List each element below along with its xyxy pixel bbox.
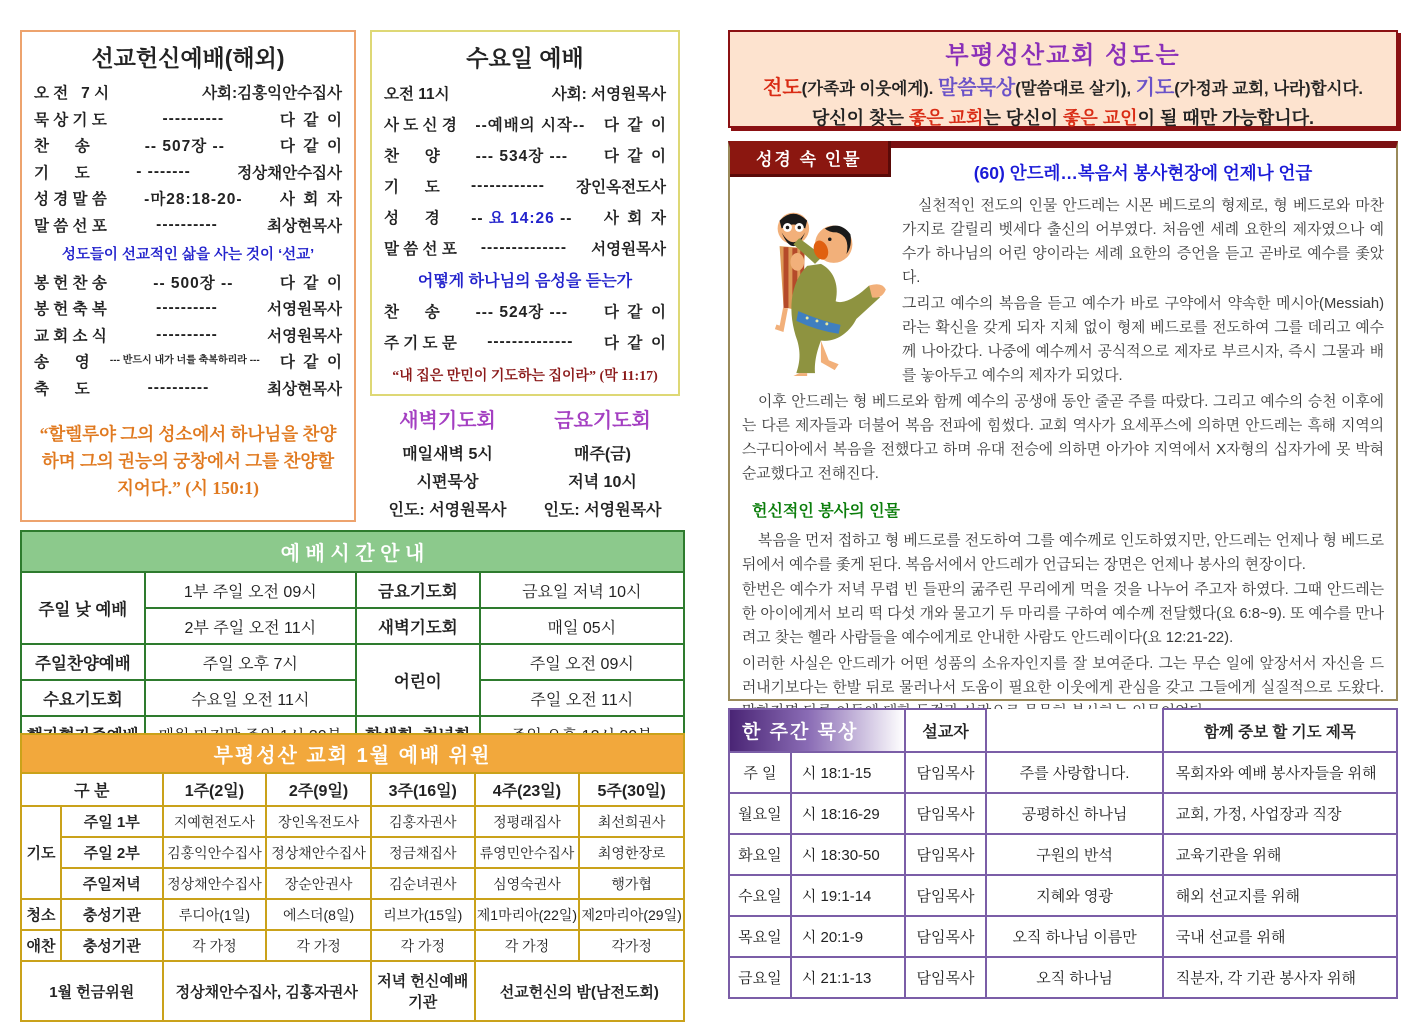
paragraph: 이후 안드레는 형 베드로와 함께 예수의 공생애 동안 줄곧 주를 따랐다. 그리고 예수의 승천 이후에는 다른 제자들과 더불어 복음 전파에 힘썼다. 교회 역사가 요세푸스에 의하면 안드레는 흑해 지역의 스구디아에서 복음을 전했다고 하며 유대 전승에 의하면 아가야 지역에서 X자형의 십자가에 못 박혀 순교했다고 전해진다. xyxy=(742,393,1384,482)
order-of-worship-row: 기 도 ------------ 장인옥전도사 xyxy=(384,177,666,196)
table-row: 주일찬양예배 주일 오후 7시 어린이 주일 오전 09시 xyxy=(21,644,684,680)
church-motto-banner xyxy=(728,30,1398,128)
mission-service-panel xyxy=(20,30,356,522)
table-row: 애찬 충성기관 각 가정 각 가정 각 가정 각 가정 각가정 xyxy=(21,930,684,961)
order-of-worship-row: 찬 송 -- 507장 -- 다 같 이 xyxy=(34,138,342,155)
committee-title: 부평성산 교회 1월 예배 위원 xyxy=(21,734,684,773)
order-of-worship-row: 교 회 소 식 ---------- 서영원목사 xyxy=(34,325,342,345)
banner-motto-line: 전도(가족과 이웃에게). 말씀묵상(말씀대로 살기), 기도(가정과 교회, 나라)합시다. xyxy=(763,77,1363,99)
friday-prayer-title: 금요기도회 xyxy=(554,410,651,432)
table-row: 주일 낮 예배 1부 주일 오전 09시 금요기도회 금요일 저녁 10시 xyxy=(21,572,684,608)
table-header-row xyxy=(729,709,1397,752)
sermon-title: 어떻게 하나님의 음성을 듣는가 xyxy=(417,273,633,290)
bible-figure-label: 성경 속 인물 xyxy=(730,141,891,177)
order-of-worship-row: 성 경 말 씀 -마28:18-20- 사 회 자 xyxy=(34,191,342,208)
service-times-table xyxy=(20,530,685,753)
weekly-meditation-table xyxy=(728,708,1398,999)
worship-committee-table xyxy=(20,733,685,1022)
order-of-worship-row: 찬 송 --- 524장 --- 다 같 이 xyxy=(384,304,666,321)
mission-note: 성도들이 선교적인 삶을 사는 것이 ‘선교’ xyxy=(61,246,315,263)
paragraph: 복음을 먼저 접하고 형 베드로를 전도하여 그를 예수께로 인도하였지만, 안드레는 언제나 형 베드로 뒤에서 예수를 좇게 된다. 복음서에서 안드레가 언급되는 장면은 언제나 봉사의 현장이다. xyxy=(742,532,1384,573)
prayer-meetings xyxy=(370,404,680,525)
article-title: (60) 안드레…복음서 봉사현장에 언제나 언급 xyxy=(973,163,1313,183)
order-of-worship-row: 묵 상 기 도 ---------- 다 같 이 xyxy=(34,109,342,129)
order-of-worship-row xyxy=(34,81,342,103)
table-row: 2부 주일 오전 11시 새벽기도회 매일 05시 xyxy=(21,608,684,644)
table-header-row: 구 분 1주(2일) 2주(9일) 3주(16일) 4주(23일) 5주(30일) xyxy=(21,773,684,806)
table-row: 목요일 시 20:1-9 담임목사 오직 하나님 이름만 국내 선교를 위해 xyxy=(729,916,1397,957)
andrew-carrying-illustration xyxy=(742,195,890,377)
mission-service-title: 선교헌신예배(해외) xyxy=(91,45,285,71)
order-of-worship-row: 사 도 신 경 --예배의 시작-- 다 같 이 xyxy=(384,117,666,134)
meditation-title: 한 주간 묵상 xyxy=(729,709,905,752)
dawn-prayer-meeting: 새벽기도회 매일새벽 5시 시편묵상 인도: 서영원목사 xyxy=(370,404,525,525)
row-label: 오 전 7 시 xyxy=(34,85,110,102)
bible-figure-section xyxy=(728,141,1398,701)
friday-prayer-meeting: 금요기도회 매주(금) 저녁 10시 인도: 서영원목사 xyxy=(525,404,680,525)
paragraph: 이러한 사실은 안드레가 어떤 성품의 소유자인지를 잘 보여준다. 그는 무슨 일에 앞장서서 자신을 드러내기보다는 한발 뒤로 물러나서 도움이 필요한 이웃에게 관심을 갖고 그들에게 실질적으로 도왔다. xyxy=(742,656,1384,697)
order-of-worship-row: 축 도 ---------- 최상현목사 xyxy=(34,378,342,398)
order-of-worship-row: 봉 헌 축 복 ---------- 서영원목사 xyxy=(34,299,342,318)
banner-title: 부평성산교회 성도는 xyxy=(945,42,1181,69)
paragraph: 그리고 예수의 복음을 듣고 예수가 바로 구약에서 약속한 메시아(Messiah)라는 확신을 갖게 되자 지체 없이 형제 베드로를 전도하여 그를 데리고 예수께 나아갔다. 나중에 예수께서 공식적으로 제자로 부르시자, 즉시 그물과 배를 놓아두고 예수의 제자가 되었다. xyxy=(902,295,1384,384)
prayer-header: 함께 중보 할 기도 제목 xyxy=(1163,709,1397,752)
empty-header-cell xyxy=(986,709,1162,752)
table-row: 주일 2부 김홍익안수집사 정상채안수집사 정금채집사 류영민안수집사 최영한장로 xyxy=(21,837,684,868)
order-of-worship-row: 봉 헌 찬 송 -- 500장 -- 다 같 이 xyxy=(34,274,342,292)
row-value: 사회:김홍익안수집사 xyxy=(202,85,342,102)
order-of-worship-row: 송 영 --- 반드시 내가 너를 축복하리라 --- 다 같 이 xyxy=(34,354,342,371)
wednesday-service-title: 수요일 예배 xyxy=(466,45,584,71)
article-subheading: 헌신적인 봉사의 인물 xyxy=(752,502,900,520)
article-body xyxy=(742,195,1384,725)
paragraph: 한번은 예수가 저녁 무렵 빈 들판의 굶주린 무리에게 먹을 것을 나누어 주고자 하였다. 그때 안드레는 한 아이에게서 보리 떡 다섯 개와 물고기 두 마리를 구하여 예수께 전달했다(요 6:8~9). 또 예수를 만나려고 찾는 헬라 사람들을 예수에게로 안내한 사람도 안드레이다(요 12:21-22). xyxy=(742,582,1384,647)
psalm-quote: “할렐루야 그의 성소에서 하나님을 찬양하며 그의 권능의 궁창에서 그를 찬양할지어다.” (시 150:1) xyxy=(39,423,337,498)
table-row: 월요일 시 18:16-29 담임목사 공평하신 하나님 교회, 가정, 사업장과 직장 xyxy=(729,793,1397,834)
order-of-worship-row: 오전 11시 사회: 서영원목사 xyxy=(384,86,666,103)
service-times-title: 예 배 시 간 안 내 xyxy=(21,531,684,572)
table-footer-row: 1월 헌금위원 정상채안수집사, 김홍자권사 저녁 헌신예배 기관 선교헌신의 밤(남전도회) xyxy=(21,961,684,1021)
order-of-worship-row: 주 기 도 문 -------------- 다 같 이 xyxy=(384,333,666,352)
table-row: 기도 주일 1부 지예현전도사 장인옥전도사 김홍자권사 정평래집사 최선희권사 xyxy=(21,806,684,837)
table-row: 청소 충성기관 루디아(1일) 에스더(8일) 리브가(15일) 제1마리아(22일) 제2마리아(29일) xyxy=(21,899,684,930)
table-row: 금요일 시 21:1-13 담임목사 오직 하나님 직분자, 각 기관 봉사자 위해 xyxy=(729,957,1397,998)
table-row: 주 일 시 18:1-15 담임목사 주를 사랑합니다. 목회자와 예배 봉사자들을 위해 xyxy=(729,752,1397,793)
mark-quote: “내 집은 만민이 기도하는 집이라” (막 11:17) xyxy=(392,369,658,384)
table-row: 화요일 시 18:30-50 담임목사 구원의 반석 교육기관을 위해 xyxy=(729,834,1397,875)
table-row: 수요기도회 수요일 오전 11시 주일 오전 11시 xyxy=(21,680,684,716)
order-of-worship-row: 말 씀 선 포 ---------- 최상현목사 xyxy=(34,215,342,235)
order-of-worship-row: 찬 양 --- 534장 --- 다 같 이 xyxy=(384,148,666,165)
order-of-worship-row: 기 도 - ------- 정상채안수집사 xyxy=(34,162,342,182)
paragraph: 실천적인 전도의 인물 안드레는 시몬 베드로의 형제로, 형 베드로와 마찬가지로 갈릴리 벳세다 출신의 어부였다. 처음엔 세례 요한의 제자였으나 예수가 하나님의 어린 양이라는 세례 요한의 증언을 듣고 곧바로 예수를 좇았다. xyxy=(902,198,1384,286)
dawn-prayer-title: 새벽기도회 xyxy=(399,410,496,432)
banner-motto-line2: 당신이 찾는 좋은 교회는 당신이 좋은 교인이 될 때만 가능합니다. xyxy=(811,108,1315,128)
order-of-worship-row: 말 씀 선 포 -------------- 서영원목사 xyxy=(384,239,666,258)
speaker-header: 설교자 xyxy=(905,709,987,752)
scripture-reference: 요 14:26 xyxy=(488,210,555,227)
wednesday-service-panel xyxy=(370,30,680,396)
table-row: 주일저녁 정상채안수집사 장순안권사 김순녀권사 심영숙권사 행가협 xyxy=(21,868,684,899)
order-of-worship-row: 성 경 -- 요 14:26 -- 사 회 자 xyxy=(384,210,666,227)
table-row: 수요일 시 19:1-14 담임목사 지혜와 영광 해외 선교지를 위해 xyxy=(729,875,1397,916)
